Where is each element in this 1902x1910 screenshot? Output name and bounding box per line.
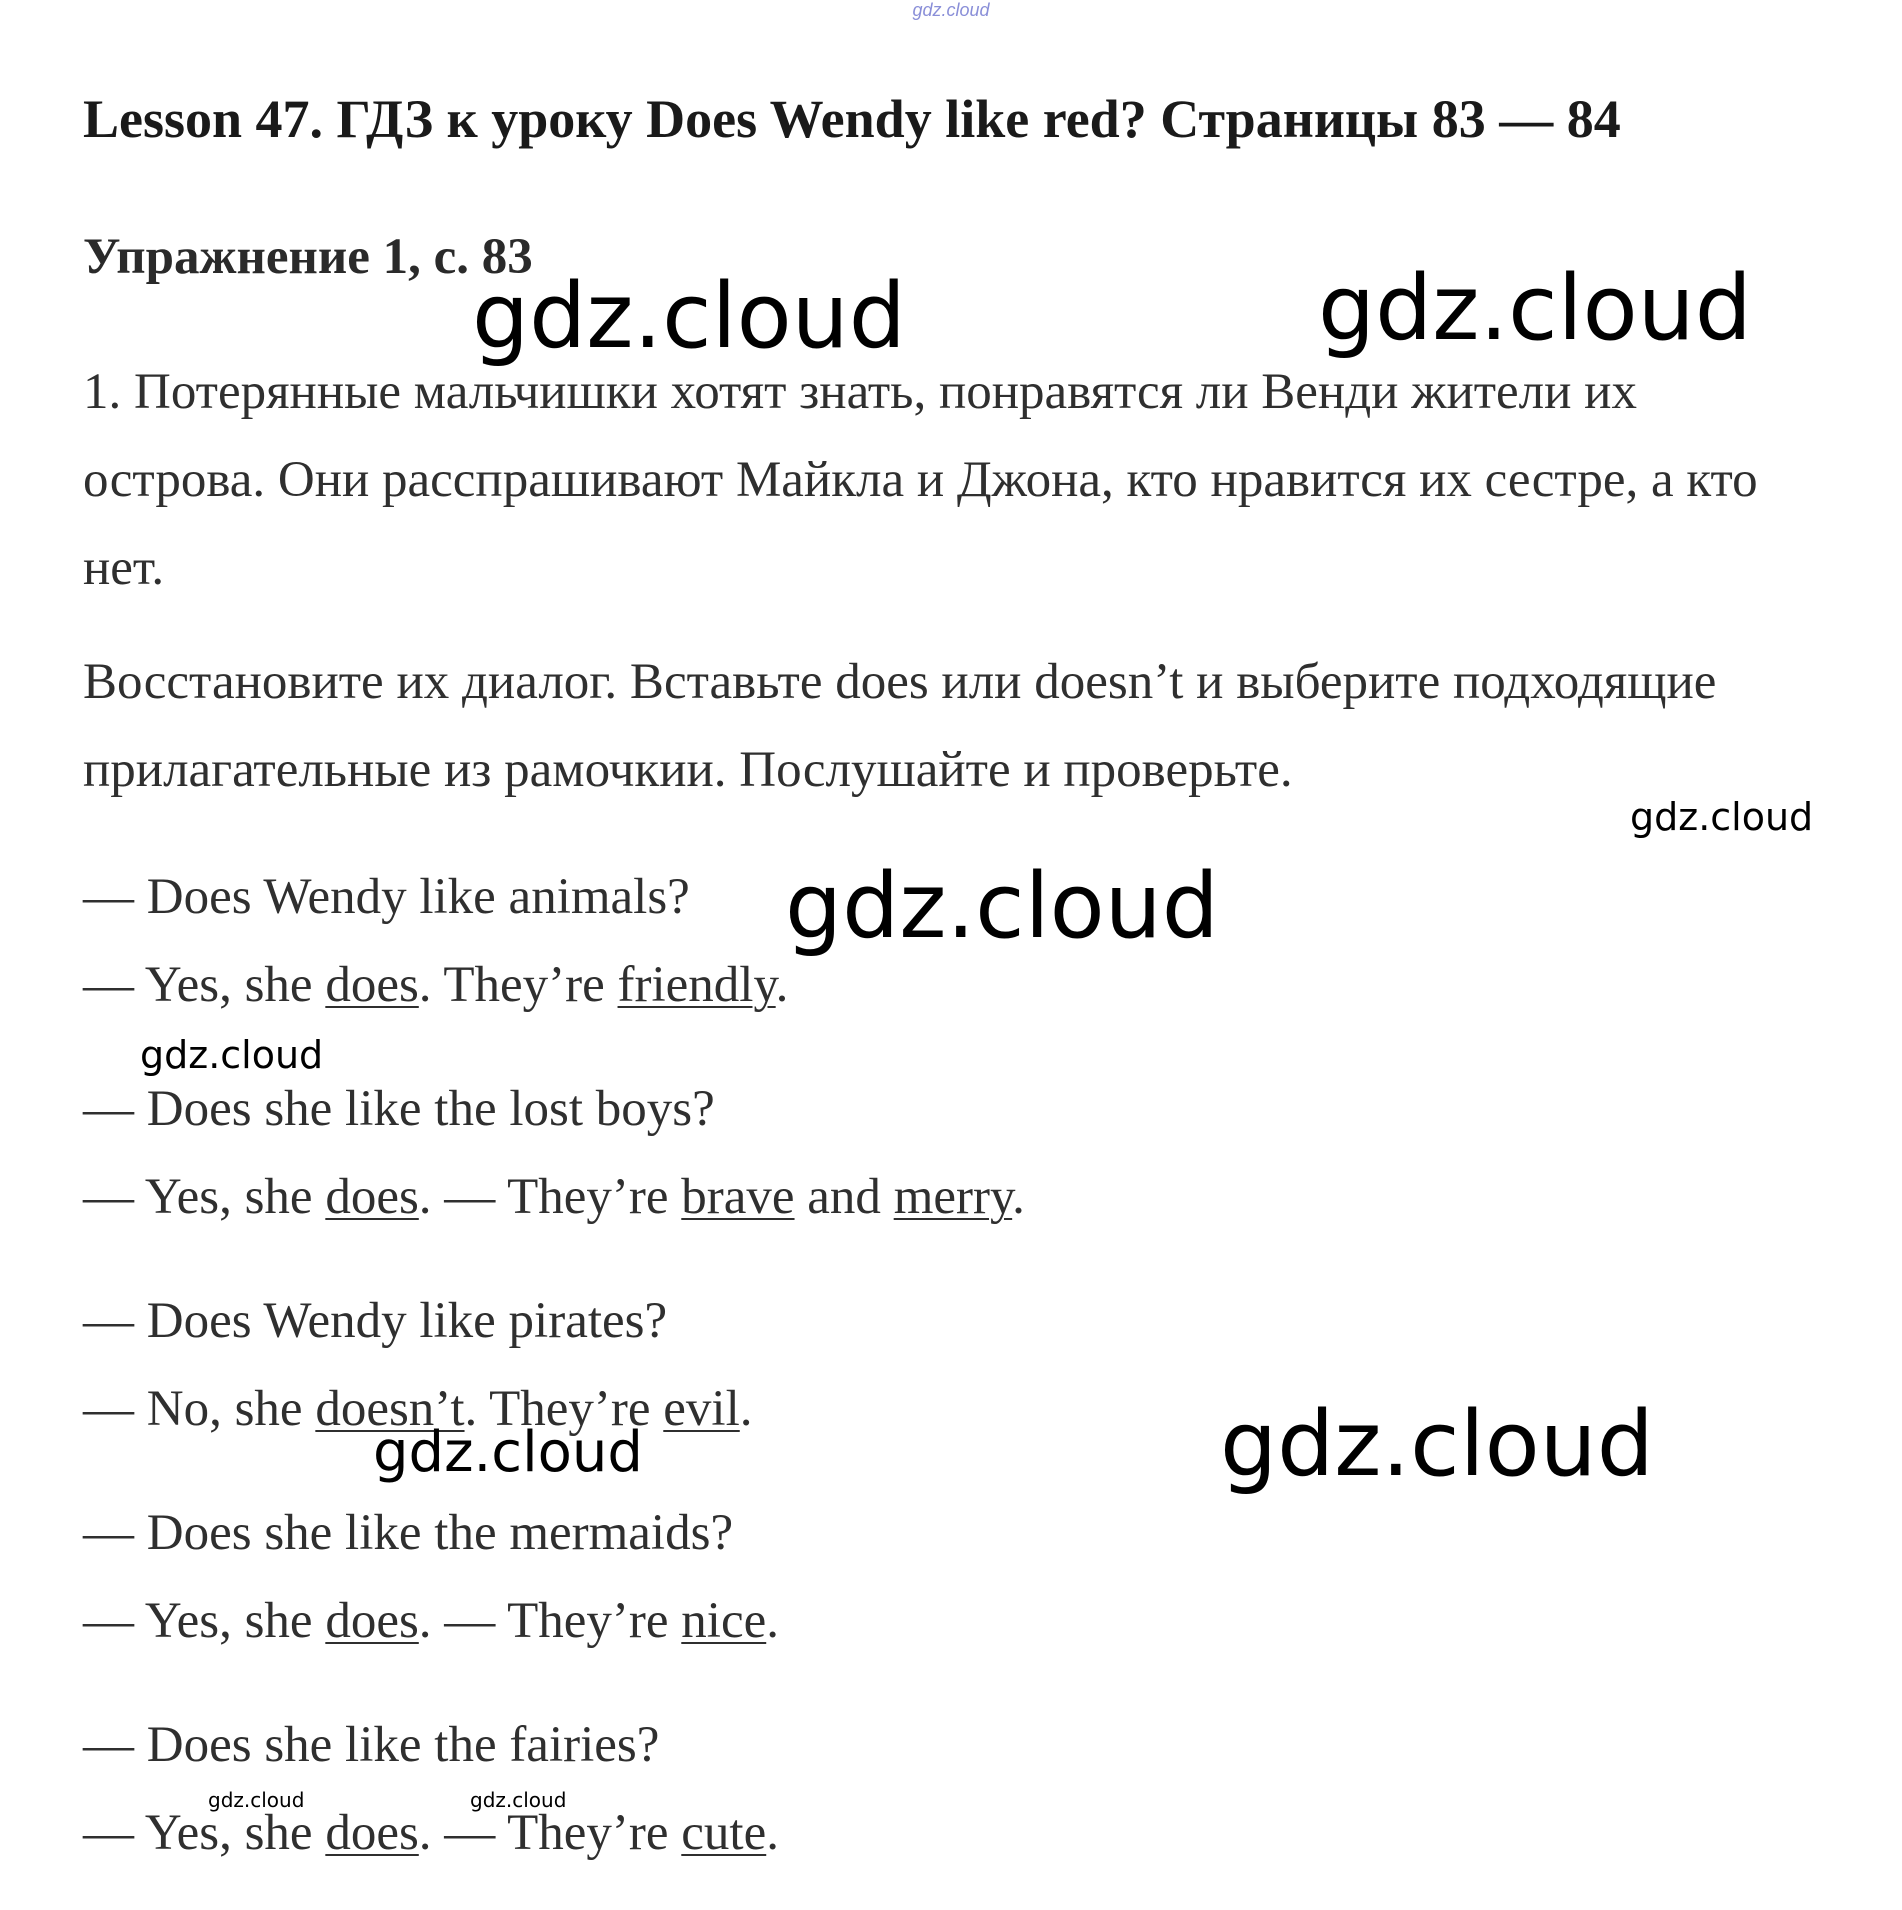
watermark: gdz.cloud	[1318, 256, 1752, 361]
answer-text: and	[794, 1169, 894, 1225]
dialogue-question: — Does she like the fairies?	[83, 1717, 660, 1773]
answer-text: — Yes, she	[83, 957, 326, 1013]
answer-text: .	[1012, 1169, 1025, 1225]
answer-text: — Yes, she	[83, 1805, 326, 1861]
watermark: gdz.cloud	[208, 1788, 305, 1812]
task-instruction: Восстановите их диалог. Вставьте does или doesn’t и выберите подходящие прилагательные из рамочкии. Послушайте и проверьте.	[83, 654, 1717, 798]
answer-text: . They’re	[418, 957, 618, 1013]
dialogue-question: — Does Wendy like pirates?	[83, 1293, 668, 1349]
page-title: Lesson 47. ГДЗ к уроку Does Wendy like red? Страницы 83 — 84	[83, 89, 1621, 149]
answer-blank: does	[325, 1169, 419, 1225]
answer-text: — Yes, she	[83, 1593, 326, 1649]
watermark: gdz.cloud	[470, 1788, 567, 1812]
watermark: gdz.cloud	[785, 854, 1219, 959]
answer-blank: does	[325, 957, 419, 1013]
answer-text: . — They’re	[418, 1169, 682, 1225]
answer-blank: nice	[681, 1593, 767, 1649]
watermark: gdz.cloud	[1220, 1392, 1654, 1497]
answer-blank: brave	[681, 1169, 795, 1225]
answer-text: . They’re	[464, 1381, 664, 1437]
answer-text: — No, she	[83, 1381, 316, 1437]
watermark: gdz.cloud	[373, 1420, 643, 1485]
answer-blank: evil	[663, 1381, 740, 1437]
answer-text: .	[775, 957, 789, 1013]
answer-blank: does	[325, 1805, 419, 1861]
dialogue-question: — Does she like the mermaids?	[83, 1505, 734, 1561]
dialogue-answer	[83, 1804, 779, 1862]
answer-blank: doesn’t	[315, 1381, 465, 1437]
answer-blank: cute	[681, 1805, 767, 1861]
answer-text: . — They’re	[418, 1805, 682, 1861]
dialogue-answer	[83, 1168, 1025, 1226]
dialogue-question: — Does Wendy like animals?	[83, 869, 690, 925]
dialogue-answer	[83, 956, 788, 1014]
watermark: gdz.cloud	[140, 1033, 324, 1077]
watermark: gdz.cloud	[1630, 795, 1814, 839]
answer-text: .	[739, 1381, 753, 1437]
watermark: gdz.cloud	[472, 264, 906, 369]
answer-text: . — They’re	[418, 1593, 682, 1649]
answer-blank: merry	[893, 1169, 1013, 1225]
answer-text: — Yes, she	[83, 1169, 326, 1225]
exercise-heading: Упражнение 1, с. 83	[83, 229, 533, 285]
answer-text: .	[766, 1805, 779, 1861]
dialogue-question: — Does she like the lost boys?	[83, 1081, 715, 1137]
answer-blank: does	[325, 1593, 419, 1649]
top-watermark: gdz.cloud	[912, 0, 990, 20]
dialogue-answer	[83, 1592, 779, 1650]
answer-text: .	[766, 1593, 779, 1649]
task-description: 1. Потерянные мальчишки хотят знать, понравятся ли Венди жители их острова. Они расспрашивают Майкла и Джона, кто нравится их сестре, а кто нет.	[83, 364, 1758, 596]
answer-blank: friendly	[617, 957, 776, 1013]
